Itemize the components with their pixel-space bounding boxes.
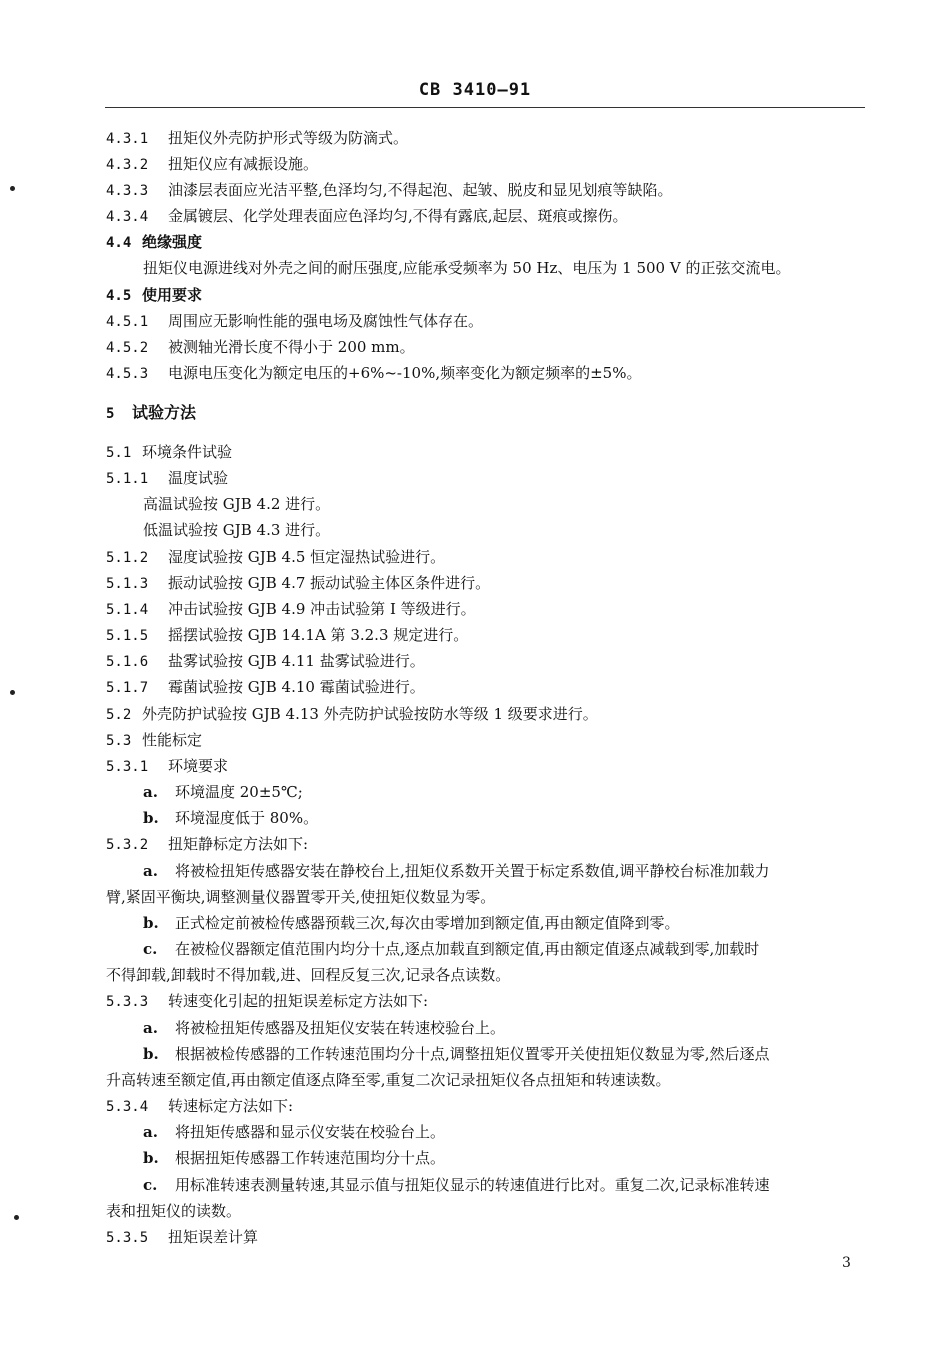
item-text: 将扭矩传感器和显示仪安装在校验台上。 (175, 1123, 446, 1141)
clause-number: 4.5.3 (106, 366, 149, 382)
clause-5-3-2 (106, 834, 866, 855)
scan-mark (10, 186, 15, 191)
item-text: 根据被检传感器的工作转速范围均分十点,调整扭矩仪置零开关使扭矩仪数显为零,然后逐点 (175, 1045, 770, 1063)
clause-text: 扭矩仪应有减振设施。 (168, 155, 319, 173)
clause-5-3-3-b (143, 1044, 903, 1064)
clause-5-1-1 (106, 468, 866, 489)
item-text: 用标准转速表测量转速,其显示值与扭矩仪显示的转速值进行比对。重复二次,记录标准转速 (175, 1176, 770, 1194)
item-marker: b. (143, 1045, 159, 1063)
clause-4-3-1 (106, 128, 866, 149)
clause-4-4-body: 扭矩仪电源进线对外壳之间的耐压强度,应能承受频率为 50 Hz、电压为 1 500 V 的正弦交流电。 (143, 259, 791, 277)
clause-text: 摇摆试验按 GJB 14.1A 第 3.2.3 规定进行。 (168, 626, 469, 644)
clause-5-2 (106, 704, 866, 725)
item-text: 根据扭矩传感器工作转速范围均分十点。 (175, 1149, 446, 1167)
clause-number: 5.1.3 (106, 576, 149, 592)
clause-4-5-3 (106, 363, 866, 384)
clause-5-3-1 (106, 756, 866, 777)
clause-text: 外壳防护试验按 GJB 4.13 外壳防护试验按防水等级 1 级要求进行。 (142, 705, 598, 723)
clause-5-3-4-a (143, 1122, 903, 1142)
item-text: 将被检扭矩传感器安装在静校台上,扭矩仪系数开关置于标定系数值,调平静校台标准加载力 (175, 862, 770, 880)
item-text: 将被检扭矩传感器及扭矩仪安装在转速校验台上。 (175, 1019, 506, 1037)
item-text: 环境温度 20±5℃; (175, 783, 303, 801)
item-marker: c. (143, 1176, 158, 1194)
item-marker: b. (143, 914, 159, 932)
header-rule (105, 107, 865, 108)
clause-5-3-1-b (143, 808, 903, 828)
clause-5-3-2-c (143, 939, 903, 959)
clause-5-3-5 (106, 1227, 866, 1248)
clause-number: 5.3.3 (106, 994, 149, 1010)
clause-5-3-4-c (143, 1175, 903, 1195)
clause-5-1-3 (106, 573, 866, 594)
clause-5-3-4-b (143, 1148, 903, 1168)
clause-5-1-1-low: 低温试验按 GJB 4.3 进行。 (143, 521, 331, 539)
clause-text: 扭矩仪外壳防护形式等级为防滴式。 (168, 129, 409, 147)
section-number: 5 (106, 406, 115, 422)
item-text: 在被检仪器额定值范围内均分十点,逐点加载直到额定值,再由额定值逐点减载到零,加载时 (175, 940, 760, 958)
clause-4-4 (106, 232, 866, 253)
clause-number: 4.3.2 (106, 157, 149, 173)
clause-number: 5.1.4 (106, 602, 149, 618)
item-marker: c. (143, 940, 158, 958)
clause-text: 环境条件试验 (142, 443, 233, 461)
clause-heading: 绝缘强度 (142, 233, 203, 251)
clause-5-3-2-c-continued: 不得卸载,卸载时不得加载,进、回程反复三次,记录各点读数。 (106, 966, 511, 984)
clause-5-1-1-high: 高温试验按 GJB 4.2 进行。 (143, 495, 331, 513)
clause-text: 冲击试验按 GJB 4.9 冲击试验第 I 等级进行。 (168, 600, 476, 618)
clause-5-1 (106, 442, 866, 463)
clause-5-3-2-a-continued: 臂,紧固平衡块,调整测量仪器置零开关,使扭矩仪数显为零。 (106, 888, 496, 906)
clause-number: 5.3.5 (106, 1230, 149, 1246)
standard-code-header: CB 3410—91 (418, 80, 532, 100)
clause-4-5 (106, 285, 866, 306)
scan-mark (14, 1215, 19, 1220)
page-number: 3 (842, 1255, 851, 1271)
clause-text: 转速变化引起的扭矩误差标定方法如下: (168, 992, 429, 1010)
clause-5-1-6 (106, 651, 866, 672)
item-marker: a. (143, 1019, 158, 1037)
clause-text: 性能标定 (142, 731, 203, 749)
section-5-heading (106, 403, 866, 424)
clause-5-1-4 (106, 599, 866, 620)
clause-number: 5.1 (106, 445, 132, 461)
item-marker: a. (143, 1123, 158, 1141)
clause-number: 5.1.6 (106, 654, 149, 670)
clause-text: 周围应无影响性能的强电场及腐蚀性气体存在。 (168, 312, 484, 330)
clause-text: 环境要求 (168, 757, 229, 775)
clause-5-3-2-a (143, 861, 903, 881)
scan-mark (10, 690, 15, 695)
clause-4-5-2 (106, 337, 866, 358)
item-text: 环境湿度低于 80%。 (175, 809, 319, 827)
clause-text: 扭矩静标定方法如下: (168, 835, 309, 853)
clause-number: 5.2 (106, 707, 132, 723)
clause-text: 油漆层表面应光洁平整,色泽均匀,不得起泡、起皱、脱皮和显见划痕等缺陷。 (168, 181, 673, 199)
clause-number: 5.1.2 (106, 550, 149, 566)
clause-5-1-5 (106, 625, 866, 646)
clause-5-3-3 (106, 991, 866, 1012)
item-marker: b. (143, 1149, 159, 1167)
clause-text: 霉菌试验按 GJB 4.10 霉菌试验进行。 (168, 678, 425, 696)
clause-text: 金属镀层、化学处理表面应色泽均匀,不得有露底,起层、斑痕或擦伤。 (168, 207, 628, 225)
clause-5-3-3-a (143, 1018, 903, 1038)
clause-text: 盐雾试验按 GJB 4.11 盐雾试验进行。 (168, 652, 425, 670)
clause-5-1-2 (106, 547, 866, 568)
clause-4-3-3 (106, 180, 866, 201)
clause-4-5-1 (106, 311, 866, 332)
clause-number: 5.3.1 (106, 759, 149, 775)
clause-5-3 (106, 730, 866, 751)
clause-number: 4.3.4 (106, 209, 149, 225)
clause-text: 温度试验 (168, 469, 229, 487)
clause-4-3-2 (106, 154, 866, 175)
clause-number: 4.5.1 (106, 314, 149, 330)
clause-text: 扭矩误差计算 (168, 1228, 259, 1246)
item-marker: b. (143, 809, 159, 827)
clause-number: 4.3.3 (106, 183, 149, 199)
clause-5-1-7 (106, 677, 866, 698)
clause-text: 湿度试验按 GJB 4.5 恒定湿热试验进行。 (168, 548, 446, 566)
clause-number: 4.5.2 (106, 340, 149, 356)
clause-5-3-2-b (143, 913, 903, 933)
clause-text: 电源电压变化为额定电压的+6%~-10%,频率变化为额定频率的±5%。 (168, 364, 642, 382)
clause-heading: 使用要求 (142, 286, 203, 304)
clause-number: 5.3 (106, 733, 132, 749)
clause-number: 4.3.1 (106, 131, 149, 147)
clause-5-3-1-a (143, 782, 903, 802)
clause-number: 4.4 (106, 235, 132, 251)
clause-number: 5.1.5 (106, 628, 149, 644)
section-title: 试验方法 (132, 403, 197, 422)
clause-text: 被测轴光滑长度不得小于 200 mm。 (168, 338, 415, 356)
clause-number: 5.3.2 (106, 837, 149, 853)
clause-5-3-3-b-continued: 升高转速至额定值,再由额定值逐点降至零,重复二次记录扭矩仪各点扭矩和转速读数。 (106, 1071, 671, 1089)
clause-number: 5.1.1 (106, 471, 149, 487)
item-marker: a. (143, 783, 158, 801)
item-text: 正式检定前被检传感器预载三次,每次由零增加到额定值,再由额定值降到零。 (175, 914, 680, 932)
clause-4-3-4 (106, 206, 866, 227)
clause-5-3-4-c-continued: 表和扭矩仪的读数。 (106, 1202, 242, 1220)
clause-number: 4.5 (106, 288, 132, 304)
clause-number: 5.3.4 (106, 1099, 149, 1115)
clause-5-3-4 (106, 1096, 866, 1117)
clause-text: 振动试验按 GJB 4.7 振动试验主体区条件进行。 (168, 574, 491, 592)
item-marker: a. (143, 862, 158, 880)
clause-text: 转速标定方法如下: (168, 1097, 294, 1115)
clause-number: 5.1.7 (106, 680, 149, 696)
